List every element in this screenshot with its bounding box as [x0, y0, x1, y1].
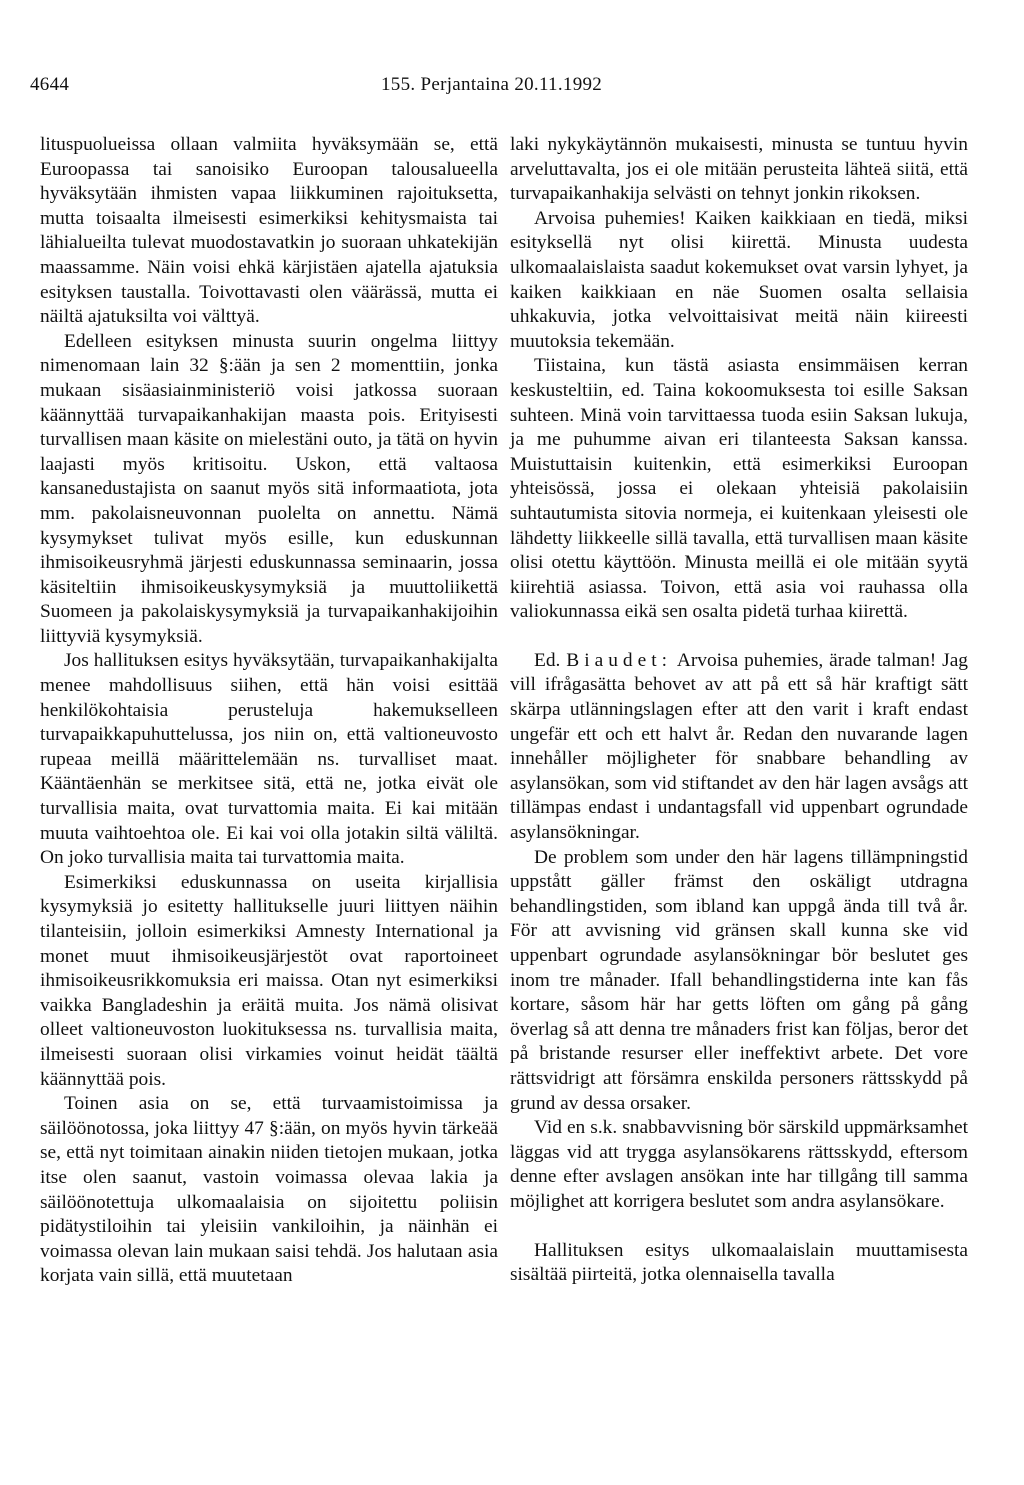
- speech-text: Arvoisa puhemies, ärade talman! Jag vill ifrågasätta behovet av att på ett så här kraftigt sätt skärpa utlänningslagen efter att den varit i kraft endast ungefär ett och ett halvt år. Redan den nuvarande lagen innehåller möjligheter för snabbare behandling av asylansökan, som vid stiftandet av den här lagen avsågs att tillämpas endast i undantagsfall vid uppenbart ogrundade asylansökningar.: [510, 649, 968, 844]
- paragraph: Hallituksen esitys ulkomaalaislain muuttamisesta sisältää piirteitä, jotka olennaisella tavalla: [510, 1239, 968, 1286]
- paragraph: Vid en s.k. snabbavvisning bör särskild uppmärksamhet läggas vid att trygga asylansökarens rättsskydd, eftersom denne efter avslagen ansökan inte har tillgång till samma möjlighet att korrigera beslutet som andra asylansökare.: [510, 1117, 968, 1212]
- session-header: 155. Perjantaina 20.11.1992: [381, 74, 603, 95]
- paragraph: Edelleen esityksen minusta suurin ongelma liittyy nimenomaan lain 32 §:ään ja sen 2 momenttiin, jonka mukaan sisäasiainministeriö voisi jatkossa suoraan käännyttää turvapaikanhakijan maasta pois. Erityisesti turvallisen maan käsite on mielestäni outo, ja tätä on hyvin laajasti myös kritisoitu. Uskon, että valtaosa kansanedustajista on saanut myös sitä informaatiota, jota mm. pakolaisneuvonnan puolelta on annettu. Nämä kysymykset tulivat myös esille, kun eduskunnan ihmisoikeusryhmä järjesti eduskunnassa seminaarin, jossa käsiteltiin ihmisoikeuskysymyksiä ja muuttoliikettä Suomeen ja pakolaiskysymyksiä ja turvapaikanhakijoihin liittyviä kysymyksiä.: [40, 330, 498, 647]
- paragraph: Arvoisa puhemies! Kaiken kaikkiaan en tiedä, miksi esityksellä nyt olisi kiirettä. Minusta uudesta ulkomaalaislaista saadut kokemukset ovat varsin lyhyet, ja kaiken kaikkiaan en näe Suomen osalta sellaisia uhkakuvia, jotka velvoittaisivat meitä näin kiireesti muutoksia tekemään.: [510, 207, 968, 352]
- speaker-name: Biaudet:: [566, 649, 672, 671]
- page-number: 4644: [30, 74, 70, 95]
- paragraph: Toinen asia on se, että turvaamistoimissa ja säilöönotossa, joka liittyy 47 §:ään, on myös hyvin tärkeää se, että nyt toimitaan ainakin niiden tietojen mukaan, jotka itse olen saanut, vastoin voimassa olevaa lakia ja säilöönotettuja ulkomaalaisia on sijoitettu poliisin pidätystiloihin tai yleisiin vankiloihin, ja näinhän ei voimassa olevan lain mukaan saisi tehdä. Jos halutaan asia korjata vain sillä, että muutetaan: [40, 1093, 498, 1287]
- paragraph: Tiistaina, kun tästä asiasta ensimmäisen kerran keskusteltiin, ed. Taina kokoomuksesta toi esille Saksan suhteen. Minä voin tarvittaessa tuoda esiin Saksan lukuja, ja me puhumme aivan eri tilanteesta Saksan kanssa. Muistuttaisin kuitenkin, että esimerkiksi Euroopan yhteisössä, jossa ei olekaan yhteisiä pakolaisiin suhtautumista sitovia normeja, ei kuitenkaan yleisesti ole lähdetty liikkeelle sillä tavalla, että turvallisen maan käsite olisi otettu käyttöön. Minusta meillä ei ole mitään syytä kiirehtiä asiassa. Toivon, että asia voi rauhassa olla valiokunnassa eikä sen osalta pidetä turhaa kiirettä.: [510, 355, 968, 623]
- speaker-prefix: Ed.: [534, 649, 561, 671]
- paragraph: Esimerkiksi eduskunnassa on useita kirjallisia kysymyksiä jo esitetty hallitukselle juuri liittyen näihin tilanteisiin, jolloin esimerkiksi Amnesty International ja monet muut ihmisoikeusjärjestöt ovat raportoineet ihmisoikeusrikkomuksia eri maissa. Otan nyt esimerkiksi vaikka Bangladeshin ja eräitä muita. Jos nämä olisivat olleet valtioneuvoston luokituksessa ns. turvallisia maita, ilmeisesti suoraan olisi virkamies voinut heidät täältä käännyttää pois.: [40, 871, 498, 1090]
- paragraph: Jos hallituksen esitys hyväksytään, turvapaikanhakijalta menee mahdollisuus siihen, että hän voisi esittää henkilökohtaisia perusteluja hakemukselleen turvapaikkapuhuttelussa, jos niin on, että valtioneuvosto rupeaa meillä määrittelemään ns. turvalliset maat. Kääntäenhän se merkitsee sitä, että ne, jotka eivät ole turvallisia maita, ovat turvattomia maita. Ei kai mitään muuta vaihtoehtoa ole. Ei kai voi olla jotakin siltä väliltä. On joko turvallisia maita tai turvattomia maita.: [40, 650, 498, 869]
- paragraph: De problem som under den här lagens tillämpningstid uppstått gäller främst den oskäligt utdragna behandlingstiden, som ibland kan uppgå ända till två år. För att avvisning vid gränsen skall kunna ske vid uppenbart ogrundade asylansökningar bör beslutet ges inom tre månader. Ifall behandlingstiderna inte kan fås kortare, såsom här har getts löften om gång på gång överlag så att denna tre månaders frist kan följas, beror det på bristande resurser eller ineffektivt arbete. Det vore rättsvidrigt att försämra enskilda personers rättsskydd på grund av dessa orsaker.: [510, 846, 968, 1114]
- speech-paragraph: [510, 649, 968, 846]
- paragraph: laki nykykäytännön mukaisesti, minusta se tuntuu hyvin arveluttavalta, jos ei ole mitään perusteita lähteä siitä, että turvapaikanhakija selvästi on tehnyt jonkin rikoksen.: [510, 134, 968, 205]
- paragraph: lituspuolueissa ollaan valmiita hyväksymään se, että Euroopassa tai sanoisiko Euroopan talousalueella hyväksytään ihmisten vapaa liikkuminen rajoituksetta, mutta toisaalta ilmeisesti esimerkiksi kehitysmaista tai lähialueilta tulevat muodostavatkin jo suoraan uhkatekijän maassamme. Näin voisi ehkä kärjistäen ajatella ajatuksia esityksen taustalla. Toivottavasti olen väärässä, mutta ei näiltä ajatuksilta voi välttyä.: [40, 134, 498, 328]
- left-column: [40, 133, 498, 1289]
- right-column: [510, 133, 968, 1288]
